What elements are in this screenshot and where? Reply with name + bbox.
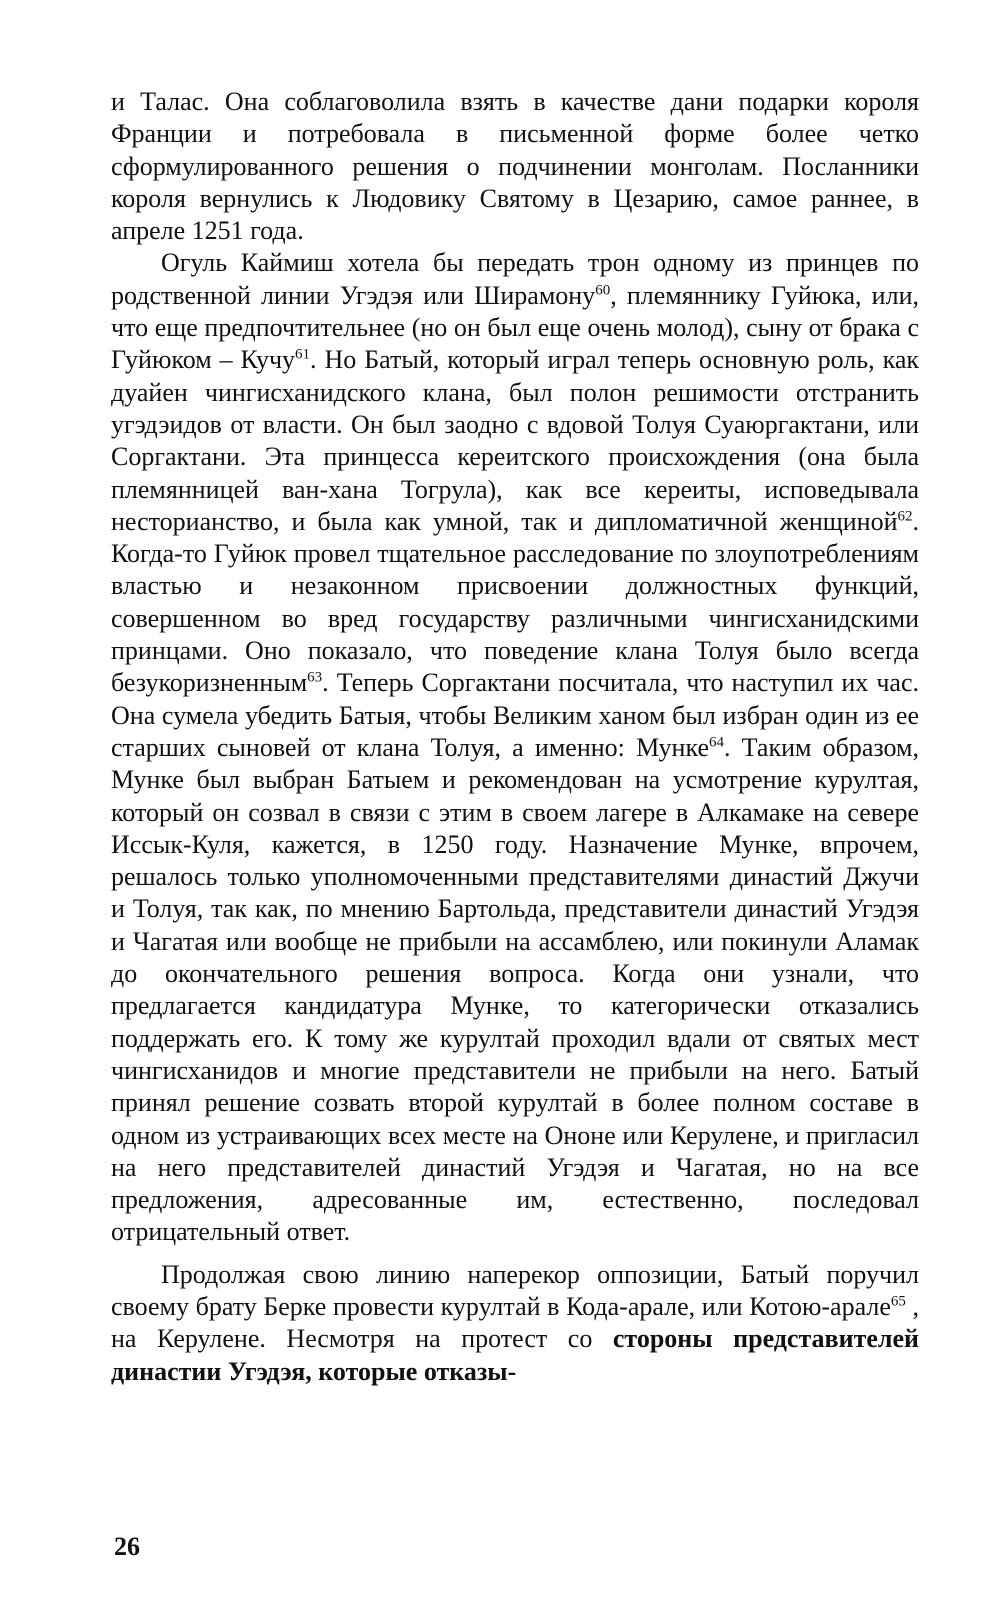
footnote-ref: 62 <box>897 508 913 525</box>
paragraph-2 <box>111 247 919 1248</box>
footnote-ref: 61 <box>295 346 311 363</box>
text-segment: Продолжая свою линию наперекор оппозиции, Батый поручил своему брату Берке провести курултай в Кода-арале, или Котою-арале <box>111 1259 919 1321</box>
footnote-ref: 65 <box>890 1293 906 1310</box>
text-segment: Огуль Каймиш хотела бы передать трон одному из принцев по родственной линии Угэдэя или Ширамону <box>111 248 919 310</box>
text-segment-bold: стороны представителей династии Угэдэя, которые отказы- <box>111 1324 919 1386</box>
footnote-ref: 60 <box>595 282 611 299</box>
paragraph-3 <box>111 1259 919 1388</box>
paragraph-1 <box>111 86 919 247</box>
text-segment: , на Керулене. Несмотря на протест со <box>111 1291 919 1354</box>
text-segment: . Но Батый, который играл теперь основную роль, как дуайен чингисханидского клана, был полон решимости отстранить угэдэидов от власти. Он был заодно с вдовой Толуя Суаюргактани, или Соргактани. Эта принцесса кереитского происхождения (она была племянницей ван-хана Тогрула), как все кереиты, исповедывала несторианство, и была как умной, так и дипломатичной женщиной <box>111 345 919 536</box>
text-segment: и Талас. Она соблаговолила взять в качестве дани подарки короля Франции и потребовала в письменной форме более четко сформулированного решения о подчинении монголам. Посланники короля вернулись к Людовику Святому в Цезарию, самое раннее, в апреле 1251 года. <box>111 87 919 246</box>
text-segment: . Теперь Соргактани посчитала, что наступил их час. Она сумела убедить Батыя, чтобы Великим ханом был избран один из ее старших сыновей от клана Толуя, а именно: Мунке <box>111 668 919 762</box>
page-number: 26 <box>114 1532 140 1561</box>
text-segment: , племяннику Гуйюка, или, что еще предпочтительнее (но он был еще очень молод), сыну от брака с Гуйюком – Кучу <box>111 280 919 375</box>
page-text <box>111 86 919 1388</box>
text-segment: . Таким образом, Мунке был выбран Батыем и рекомендован на усмотрение курултая, который он созвал в связи с этим в своем лагере в Алкамаке на севере Иссык-Куля, кажется, в 1250 году. Назначение Мунке, впрочем, решалось только уполномоченными представителями династий Джучи и Толуя, так как, по мнению Бартольда, представители династий Угэдэя и Чагатая или вообще не прибыли на ассамблею, или покинули Аламак до окончательного решения вопроса. Когда они узнали, что предлагается кандидатура Мунке, то категорически отказались поддержать его. К тому же курултай проходил вдали от святых мест чингисханидов и многие представители не прибыли на него. Батый принял решение созвать второй курултай в более полном составе в одном из устраивающих всех месте на Ононе или Керулене, и пригласил на него представителей династий Угэдэя и Чагатая, но на все предложения, адресованные им, естественно, последовал отрицательный ответ. <box>111 732 919 1247</box>
footnote-ref: 63 <box>307 669 323 686</box>
text-segment: . Когда-то Гуйюк провел тщательное расследование по злоупотреблениям властью и незаконном присвоении должностных функций, совершенном во вред государству различными чингисханидскими принцами. Оно показало, что поведение клана Толуя было всегда безукоризненным <box>111 506 919 698</box>
footnote-ref: 64 <box>708 734 724 751</box>
